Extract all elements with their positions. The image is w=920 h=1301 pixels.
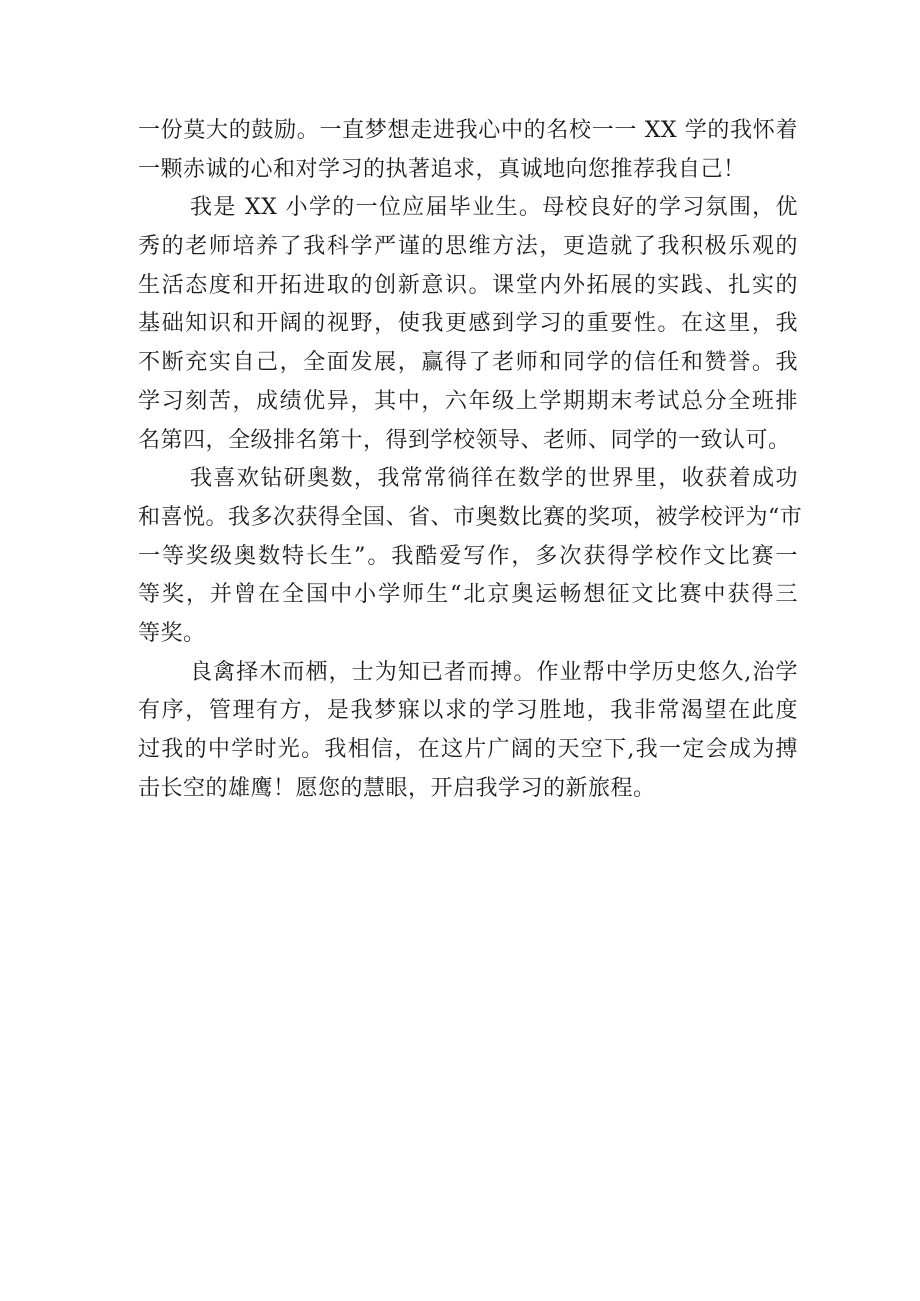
- paragraph-4: [138, 654, 798, 809]
- text-line: 良禽择木而栖，士为知已者而搏。作业帮中学历史悠久,治学: [190, 659, 798, 685]
- text-line: 和喜悦。我多次获得全国、省、市奥数比赛的奖项，被学校评为“市: [138, 504, 803, 530]
- paragraph-2: [138, 189, 798, 460]
- text-line: 一颗赤诚的心和对学习的执著追求，真诚地向您推荐我自己！: [138, 156, 746, 182]
- text-line: 基础知识和开阔的视野，使我更感到学习的重要性。在这里，我: [138, 311, 798, 337]
- paragraph-3: [138, 460, 803, 653]
- text-line: 等奖，并曾在全国中小学师生“北京奥运畅想征文比赛中获得三: [138, 582, 798, 608]
- text-line: 一等奖级奥数特长生”。我酷爱写作，多次获得学校作文比赛一: [138, 543, 798, 569]
- text-line: 名第四，全级排名第十，得到学校领导、老师、同学的一致认可。: [138, 427, 791, 453]
- text-line: 一份莫大的鼓励。一直梦想走进我心中的名校一一 XX 学的我怀着: [138, 118, 798, 143]
- text-line: 有序，管理有方，是我梦寐以求的学习胜地，我非常渴望在此度: [138, 698, 798, 724]
- text-line: 击长空的雄鹰！愿您的慧眼，开启我学习的新旅程。: [138, 775, 656, 801]
- text-line: 等奖。: [138, 620, 206, 646]
- text-line: 我是 XX 小学的一位应届毕业生。母校良好的学习氛围，优: [190, 195, 798, 221]
- text-line: 我喜欢钻研奥数，我常常徜徉在数学的世界里，收获着成功: [190, 466, 798, 492]
- text-line: 秀的老师培养了我科学严谨的思维方法，更造就了我积极乐观的: [138, 234, 798, 260]
- text-line: 过我的中学时光。我相信，在这片广阔的天空下,我一定会成为搏: [138, 737, 798, 762]
- document-body: [138, 112, 803, 808]
- text-line: 生活态度和开拓进取的创新意识。课堂内外拓展的实践、扎实的: [138, 272, 798, 298]
- text-line: 学习刻苦，成绩优异，其中，六年级上学期期末考试总分全班排: [138, 388, 798, 414]
- paragraph-1: [138, 112, 798, 189]
- text-line: 不断充实自己，全面发展，赢得了老师和同学的信任和赞誉。我: [138, 350, 798, 376]
